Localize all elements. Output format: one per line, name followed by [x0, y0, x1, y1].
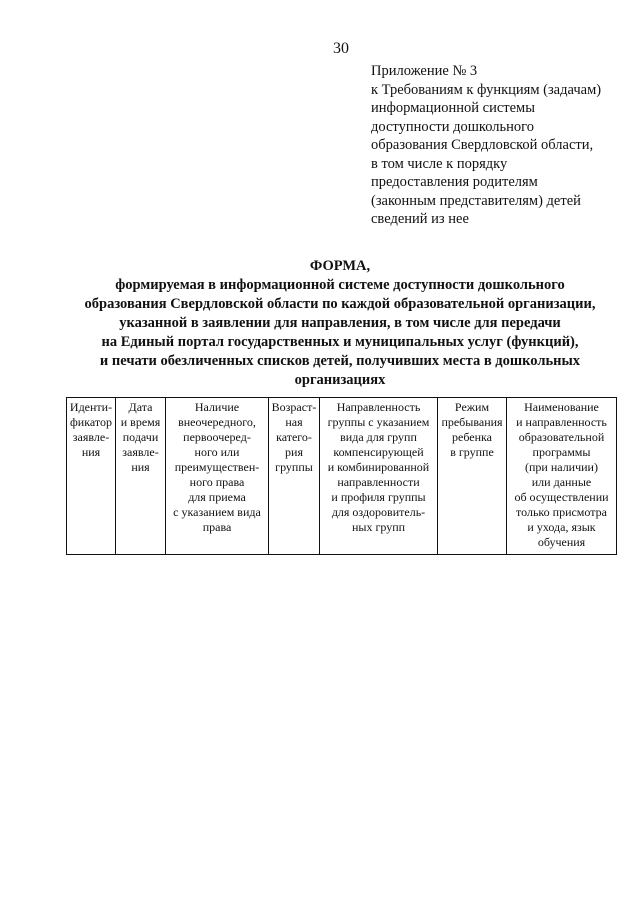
header-line: Наименование [524, 400, 599, 414]
appendix-line: Приложение № 3 [371, 63, 478, 79]
header-line: с указанием вида [173, 505, 261, 519]
appendix-line: (законным представителям) детей [371, 192, 581, 209]
header-line: заявле- [122, 445, 159, 459]
form-title-line: образования Свердловской области по каждой образовательной организации, [84, 296, 596, 312]
appendix-header [371, 62, 633, 229]
header-line: только присмотра [516, 505, 607, 519]
header-line: подачи [122, 430, 159, 444]
form-title [40, 257, 640, 390]
form-title-line: организациях [294, 372, 386, 388]
header-line: вида для групп [340, 430, 417, 444]
header-line: ных групп [351, 520, 406, 534]
appendix-line: к Требованиям к функциям (задачам) [371, 81, 602, 98]
header-line: (при наличии) [525, 460, 598, 474]
header-cell-program [507, 398, 617, 555]
appendix-line: предоставления родителям [371, 174, 538, 190]
header-line: ребенка [452, 430, 492, 444]
header-line: ного права [189, 475, 245, 489]
form-table [66, 397, 617, 555]
form-title-line: указанной в заявлении для направления, в том числе для передачи [119, 315, 561, 331]
header-line: и время [120, 415, 161, 429]
header-cell-stay-mode [438, 398, 507, 555]
appendix-line: в том числе к порядку [371, 155, 508, 172]
header-line: группы с указанием [327, 415, 430, 429]
header-line: катего- [276, 430, 312, 444]
form-title-line: на Единый портал государственных и муниципальных услуг (функций), [101, 334, 579, 350]
header-line: рия [285, 445, 303, 459]
header-cell-age-category [269, 398, 320, 555]
appendix-line: доступности дошкольного [371, 118, 534, 135]
header-line: фикатор [70, 415, 112, 429]
header-line: пребывания [441, 415, 503, 429]
header-cell-priority-right [166, 398, 269, 555]
header-cell-date [116, 398, 166, 555]
header-line: Возраст- [271, 400, 317, 414]
header-line: и ухода, язык [527, 520, 596, 534]
page-number: 30 [333, 40, 349, 57]
header-line: или данные [531, 475, 592, 489]
form-title-line: и печати обезличенных списков детей, получивших места в дошкольных [99, 353, 581, 369]
header-line: права [202, 520, 232, 534]
header-cell-group-focus [320, 398, 438, 555]
header-line: Режим [454, 400, 490, 414]
header-line: Направленность [336, 400, 421, 414]
header-line: преимуществен- [174, 460, 260, 474]
header-line: группы [275, 460, 313, 474]
header-line: для приема [188, 490, 246, 504]
header-cell-identifier [67, 398, 116, 555]
form-title-line: формируемая в информационной системе доступности дошкольного [115, 277, 565, 293]
header-line: ния [81, 445, 101, 459]
header-line: направленности [337, 475, 420, 489]
header-line: первоочеред- [183, 430, 251, 444]
header-line: Иденти- [69, 400, 113, 414]
header-line: программы [532, 445, 591, 459]
header-line: Дата [128, 400, 153, 414]
header-line: внеочередного, [178, 415, 256, 429]
header-line: компенсирующей [333, 445, 424, 459]
header-line: ная [285, 415, 303, 429]
header-line: ния [131, 460, 150, 474]
header-line: и направленность [516, 415, 607, 429]
header-line: ного или [194, 445, 240, 459]
header-line: для оздоровитель- [331, 505, 426, 519]
header-line: и комбинированной [327, 460, 430, 474]
appendix-line: информационной системы [371, 100, 535, 116]
appendix-line: сведений из нее [371, 211, 469, 227]
header-line: заявле- [72, 430, 110, 444]
appendix-line: образования Свердловской области, [371, 137, 594, 153]
header-line: Наличие [194, 400, 240, 414]
header-line: образовательной [518, 430, 605, 444]
form-title-line: ФОРМА, [309, 258, 371, 274]
header-line: в группе [450, 445, 494, 459]
header-line: об осуществлении [514, 490, 609, 504]
header-line: обучения [537, 535, 586, 549]
header-line: и профиля группы [331, 490, 426, 504]
table-header-row [67, 398, 617, 555]
